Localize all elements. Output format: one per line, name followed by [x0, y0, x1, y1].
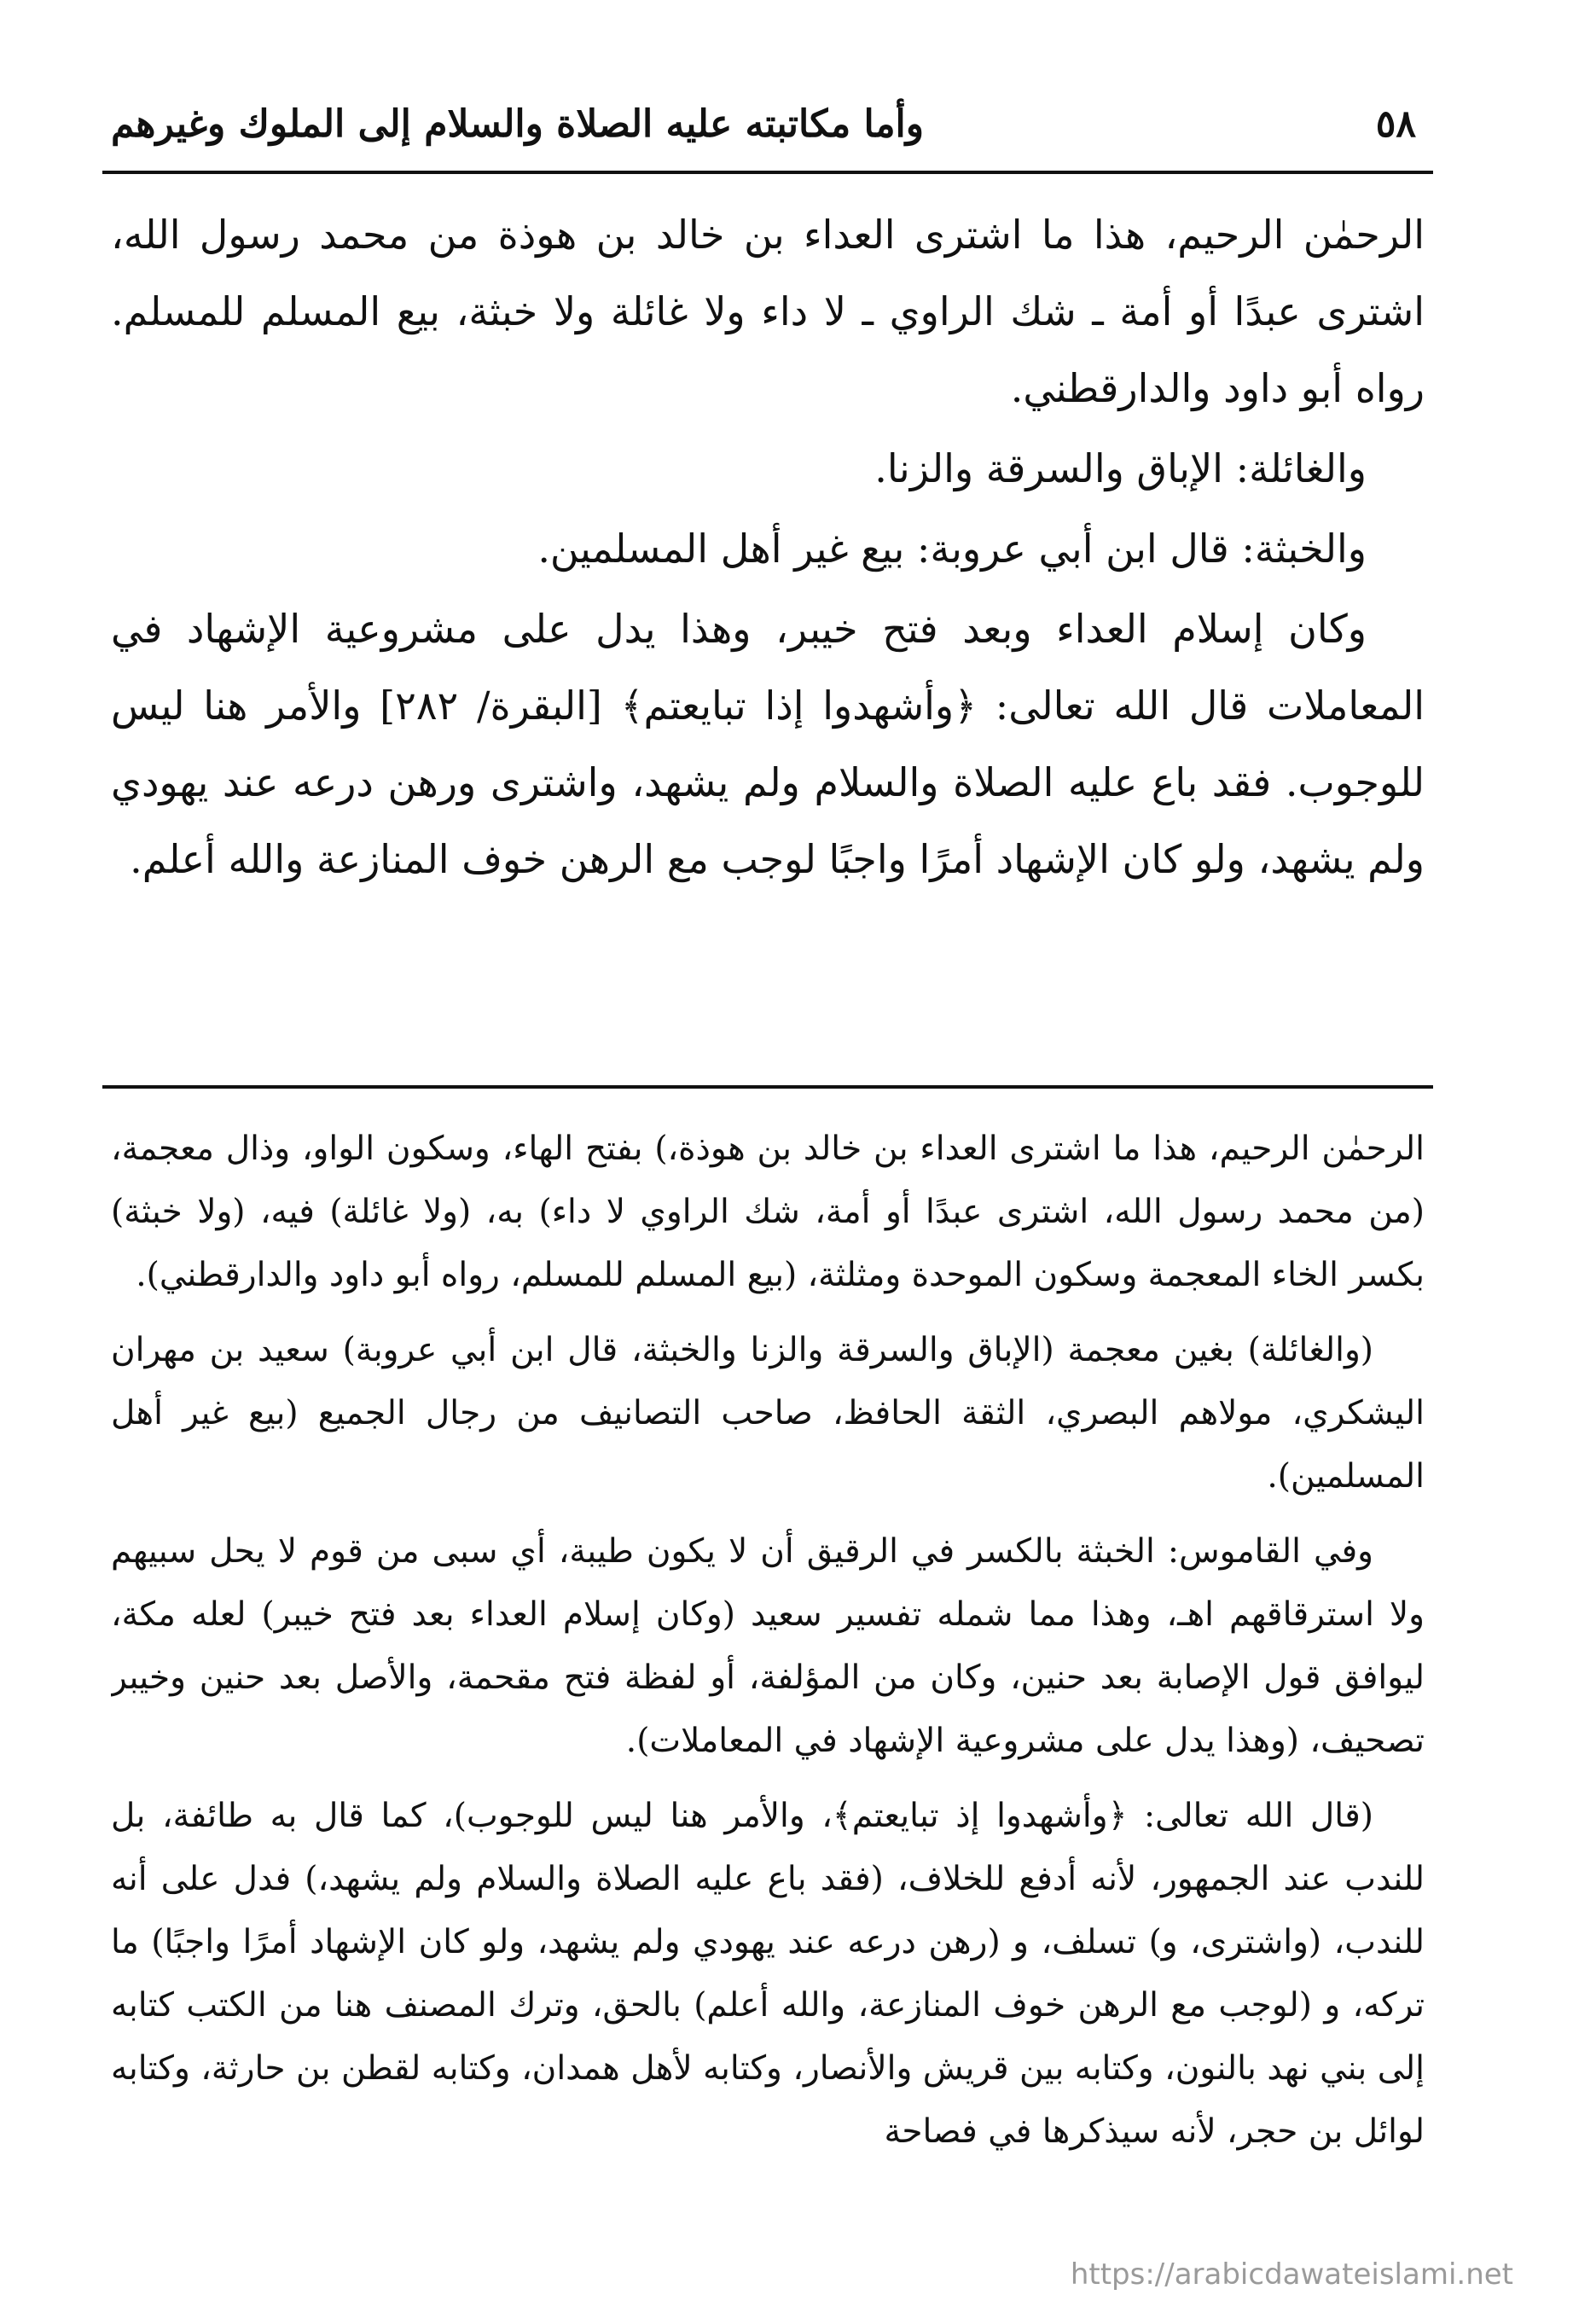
main-paragraph: والغائلة: الإباق والسرقة والزنا. — [874, 445, 1367, 491]
page-number: ٥٨ — [1375, 102, 1416, 146]
commentary-paragraph: (قال الله تعالى: ﴿وأشهدوا إذ تبايعتم﴾، والأمر هنا ليس للوجوب)، كما قال به طائفة، بل للندب عند الجمهور، لأنه أدفع للخلاف، (فقد باع عليه الصلاة والسلام ولم يشهد،) فدل على أنه للندب، (واشترى، و) تسلف، و (رهن درعه عند يهودي ولم يشهد، ولو كان الإشهاد أمرًا واجبًا) ما تركه، و (لوجب مع الرهن خوف المنازعة، والله أعلم) بالحق، وترك المصنف هنا من الكتب كتابه إلى بني نهد بالنون، وكتابه بين قريش والأنصار، وكتابه لأهل همدان، وكتابه لقطن بن حارثة، وكتابه لوائل بن حجر، لأنه سيذكرها في فصاحة — [111, 1797, 1425, 2151]
main-paragraph: الرحمٰن الرحيم، هذا ما اشترى العداء بن خالد بن هوذة من محمد رسول الله، اشترى عبدًا أو أمة ـ شك الراوي ـ لا داء ولا غائلة ولا خبثة، بيع المسلم للمسلم. رواه أبو داود والدارقطني. — [111, 212, 1425, 411]
running-title: وأما مكاتبته عليه الصلاة والسلام إلى الملوك وغيرهم — [111, 102, 924, 146]
commentary-paragraph: الرحمٰن الرحيم، هذا ما اشترى العداء بن خالد بن هوذة،) بفتح الهاء، وسكون الواو، وذال معجمة، (من محمد رسول الله، اشترى عبدًا أو أمة، شك الراوي لا داء) به، (ولا غائلة) فيه، (ولا خبثة) بكسر الخاء المعجمة وسكون الموحدة ومثلثة، (بيع المسلم للمسلم، رواه أبو داود والدارقطني). — [111, 1130, 1425, 1294]
section-divider — [102, 1085, 1433, 1089]
commentary-paragraph: (والغائلة) بغين معجمة (الإباق والسرقة والزنا والخبثة، قال ابن أبي عروبة) سعيد بن مهران اليشكري، مولاهم البصري، الثقة الحافظ، صاحب التصانيف من رجال الجميع (بيع غير أهل المسلمين). — [111, 1331, 1425, 1496]
commentary-paragraph: وفي القاموس: الخبثة بالكسر في الرقيق أن لا يكون طيبة، أي سبى من قوم لا يحل سبيهم ولا استرقاقهم اهـ، وهذا مما شمله تفسير سعيد (وكان إسلام العداء بعد فتح خيبر) لعله مكة، ليوافق قول الإصابة بعد حنين، وكان من المؤلفة، أو لفظة فتح مقحمة، والأصل بعد حنين وخيبر تصحيف، (وهذا يدل على مشروعية الإشهاد في المعاملات). — [111, 1532, 1425, 1760]
book-page — [102, 77, 1433, 2278]
main-paragraph: وكان إسلام العداء وبعد فتح خيبر، وهذا يدل على مشروعية الإشهاد في المعاملات قال الله تعالى: ﴿وأشهدوا إذا تبايعتم﴾ [البقرة/ ٢٨٢] والأمر هنا ليس للوجوب. فقد باع عليه الصلاة والسلام ولم يشهد، واشترى ورهن درعه عند يهودي ولم يشهد، ولو كان الإشهاد أمرًا واجبًا لوجب مع الرهن خوف المنازعة والله أعلم. — [111, 606, 1425, 882]
commentary-block — [111, 1118, 1425, 2252]
main-paragraph: والخبثة: قال ابن أبي عروبة: بيع غير أهل المسلمين. — [537, 526, 1367, 572]
main-text-block — [111, 196, 1425, 1075]
watermark-url: https://arabicdawateislami.net — [1070, 2257, 1513, 2292]
page-header — [102, 77, 1433, 174]
